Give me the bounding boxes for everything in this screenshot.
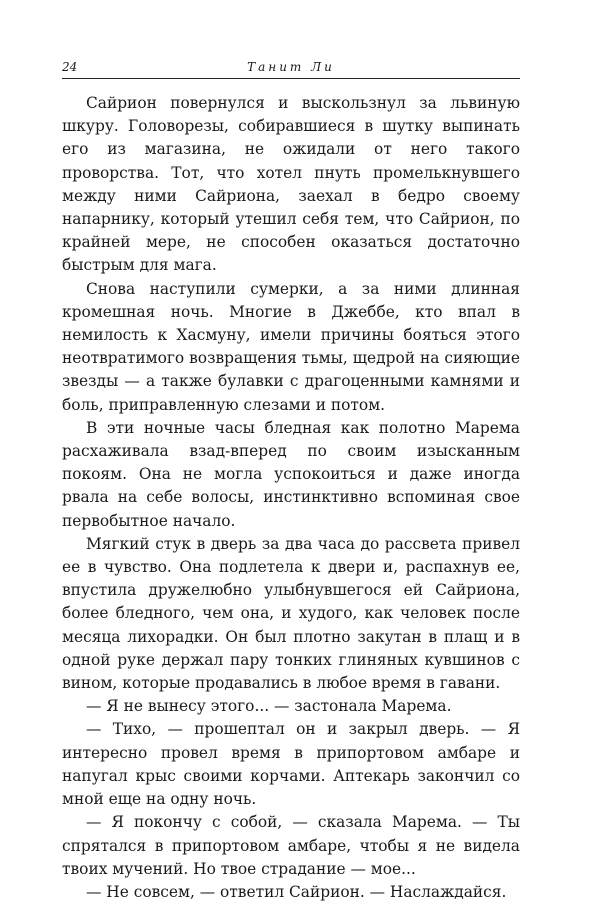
paragraph: Сайрион повернулся и выскользнул за львиную шкуру. Головорезы, собиравшиеся в шутку выпинать его из магазина, не ожидали от него такого проворства. Тот, что хотел пнуть промелькнувшего между ними Сайриона, заехал в бедро своему напарнику, который утешил себя тем, что Сайрион, по крайней мере, не способен оказаться достаточно быстрым для мага. [62,94,520,275]
dialogue-line: — Я покончу с собой, — сказала Марема. — Ты спрятался в припортовом амбаре, чтобы я не видела твоих мучений. Но твое страдание — мое... [62,813,520,878]
page-header [62,58,520,79]
paragraph: Снова наступили сумерки, а за ними длинная кромешная ночь. Многие в Джеббе, кто впал в немилость к Хасмуну, имели причины бояться этого неотвратимого возвращения тьмы, щедрой на сияющие звезды — а также булавки с драгоценными камнями и боль, приправленную слезами и потом. [62,279,520,414]
page-body [62,92,520,904]
paragraph: В эти ночные часы бледная как полотно Марема расхаживала взад-вперед по своим изысканным покоям. Она не могла успокоиться и даже иногда рвала на себе волосы, инстинктивно вспоминая свое первобытное начало. [62,418,520,530]
paragraph: Мягкий стук в дверь за два часа до рассвета привел ее в чувство. Она подлетела к двери и, распахнув ее, впустила дружелюбно улыбнувшегося ей Сайриона, более бледного, чем она, и худого, как человек после месяца лихорадки. Он был плотно закутан в плащ и в одной руке держал пару тонких глиняных кувшинов с вином, которые продавались в любое время в гавани. [62,534,520,693]
dialogue-line: — Не совсем, — ответил Сайрион. — Наслаждайся. [86,882,507,901]
dialogue-line: — Тихо, — прошептал он и закрыл дверь. — Я интересно провел время в припортовом амбаре и напугал крыс своими корчами. Аптекарь закончил со мной еще на одну ночь. [62,720,520,809]
running-title: Танит Ли [247,60,335,74]
page-number: 24 [62,60,78,74]
dialogue-line: — Я не вынесу этого... — застонала Марема. [86,697,452,716]
